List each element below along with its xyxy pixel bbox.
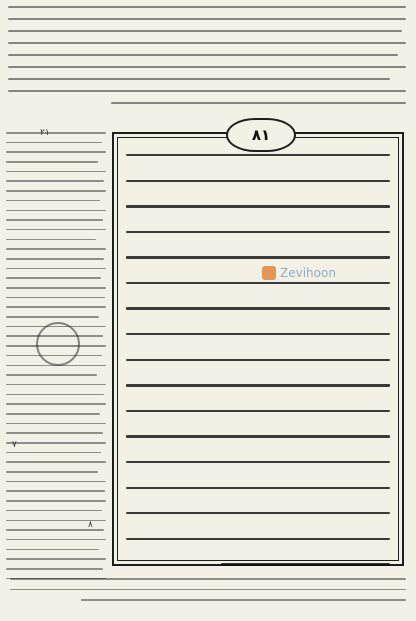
margin-digit: ٧ (12, 440, 17, 450)
left-margin-commentary (6, 132, 106, 570)
page-number: ٨١ (226, 118, 296, 152)
main-text-lines (126, 154, 390, 589)
main-text-frame (112, 126, 404, 566)
top-margin-gloss (8, 6, 406, 114)
watermark-brand: Zevihoon (280, 266, 336, 280)
bottom-footnote (10, 578, 406, 610)
watermark-logo-icon (262, 266, 276, 280)
watermark (262, 266, 336, 280)
margin-seal-icon (36, 322, 80, 366)
margin-digit: ٢١ (40, 128, 50, 138)
margin-digit: ٨ (88, 520, 93, 530)
